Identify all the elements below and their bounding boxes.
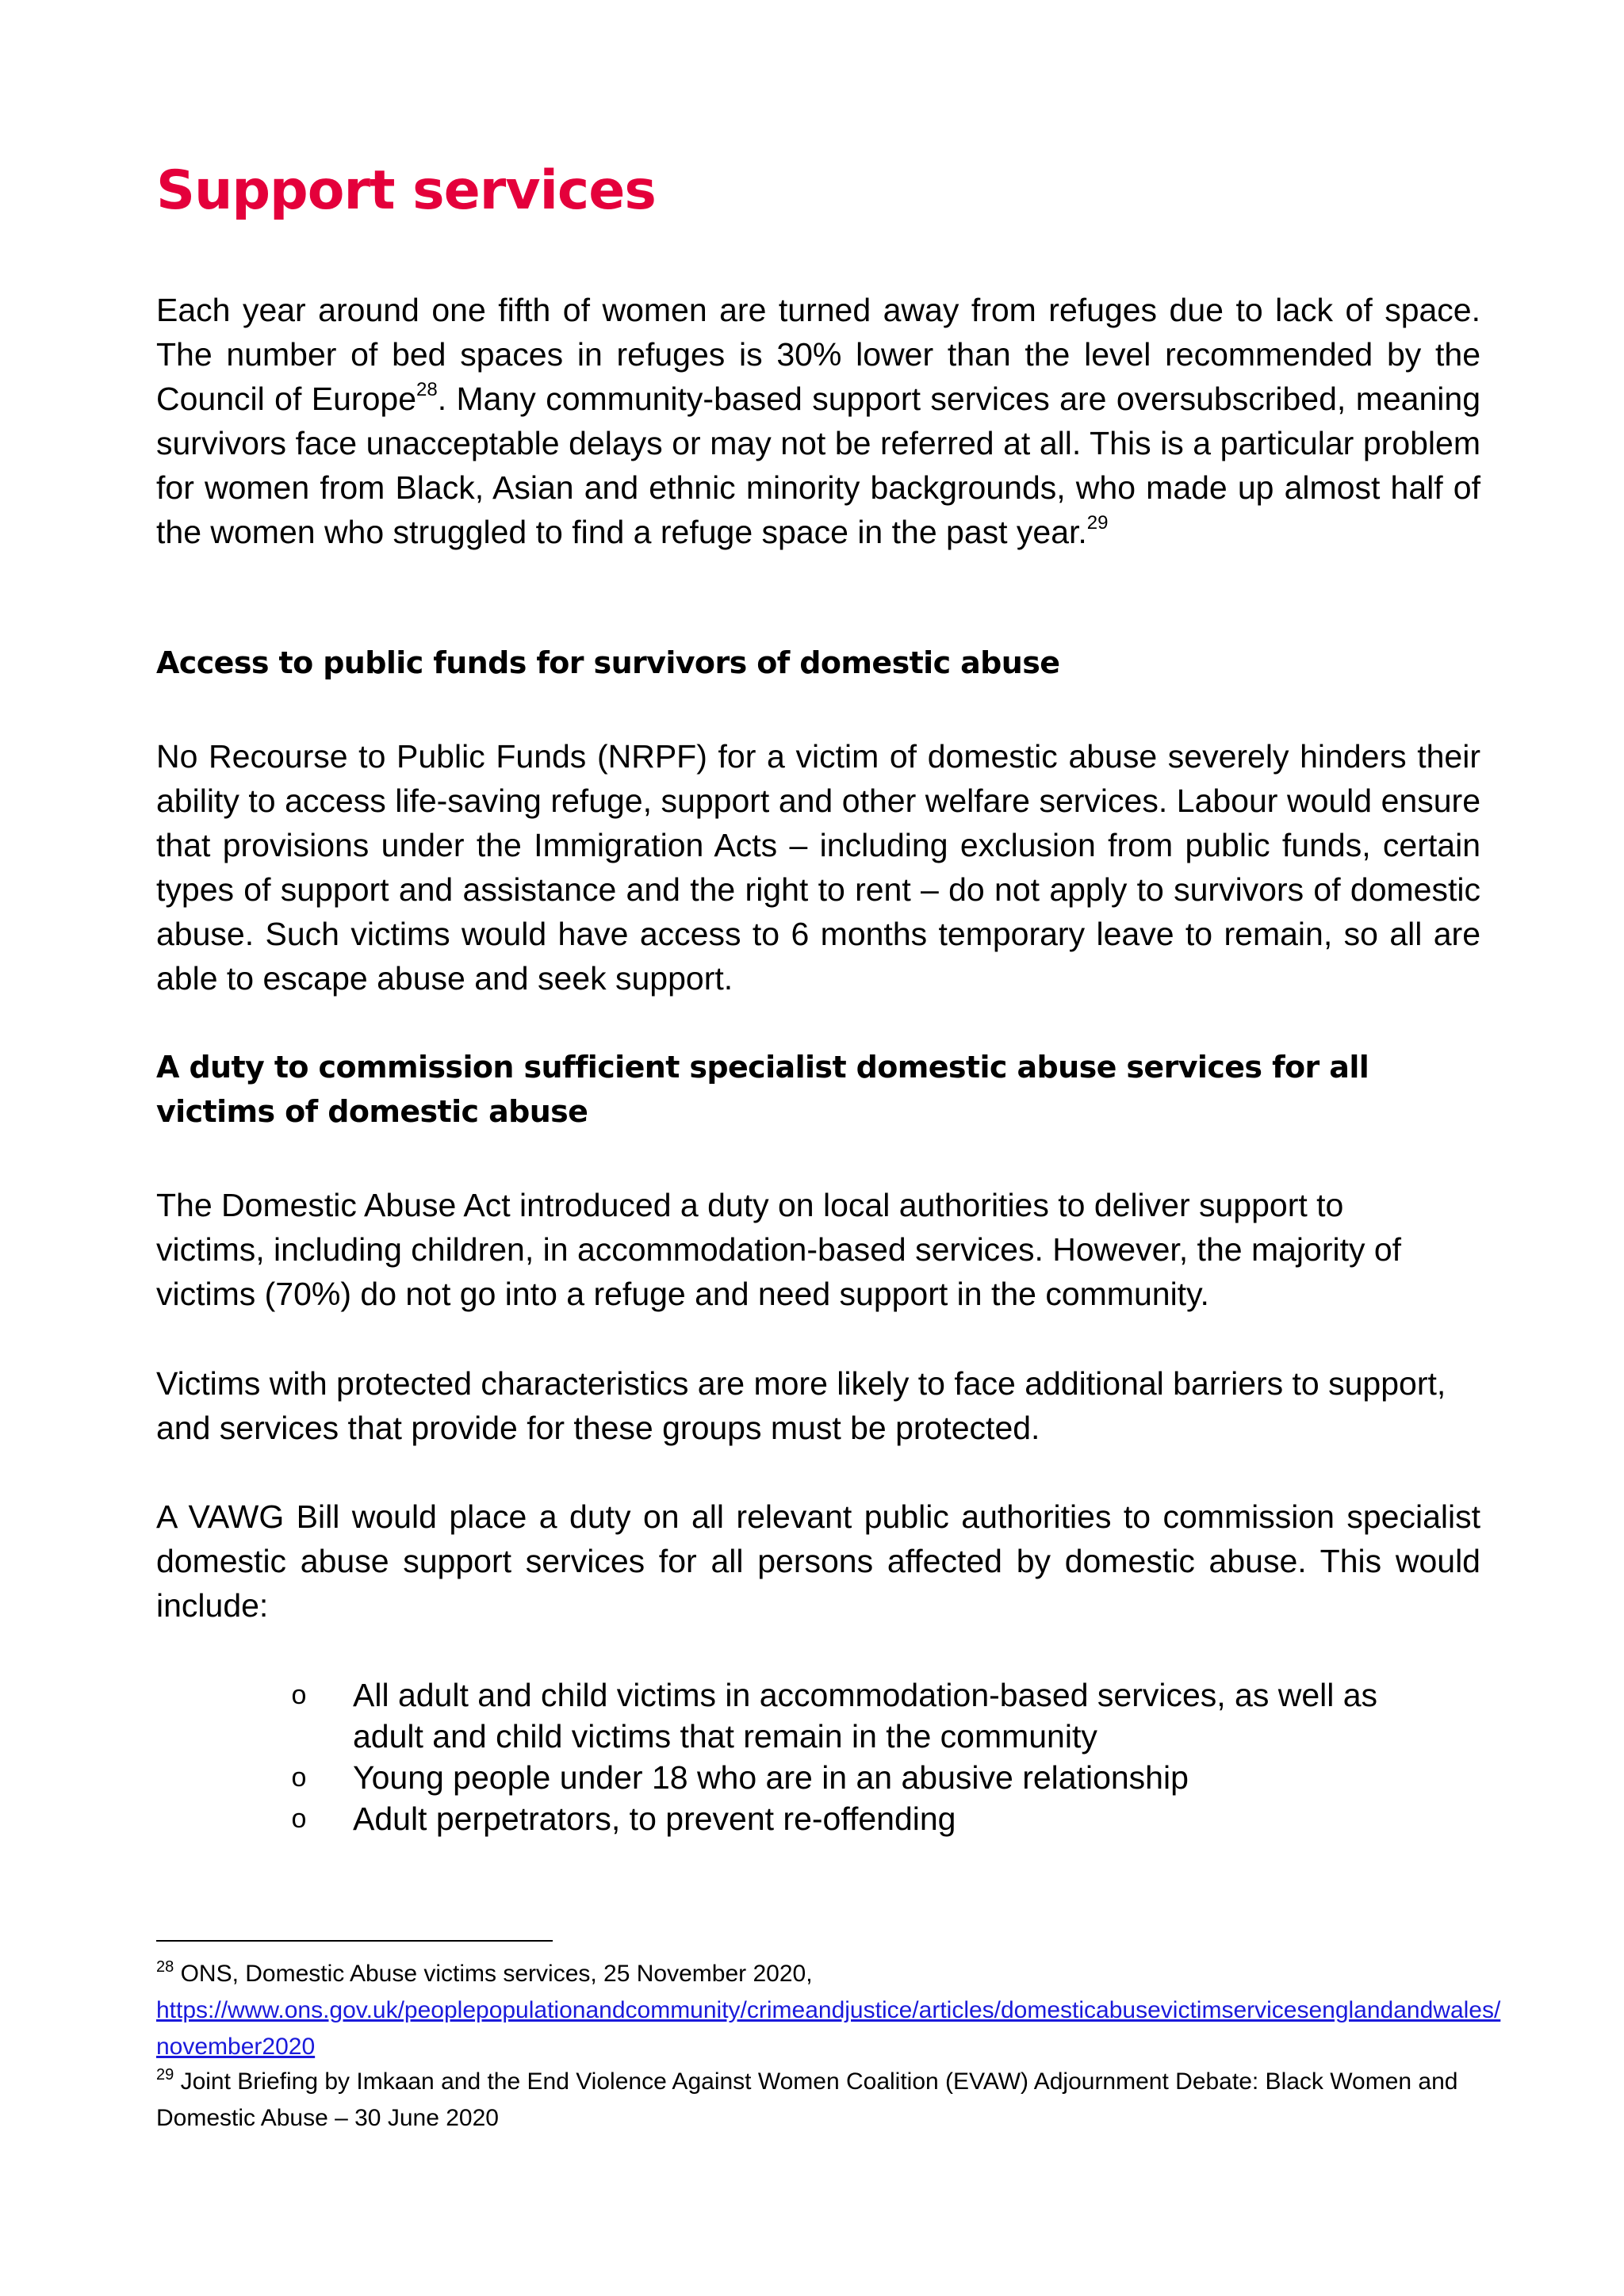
list-item: [283, 1798, 1393, 1839]
footnote-28: [156, 1956, 1504, 2065]
heading-public-funds: Access to public funds for survivors of domestic abuse: [156, 645, 1060, 680]
list-item-text: All adult and child victims in accommodation-based services, as well as adult and child victims that remain in the community: [353, 1677, 1378, 1755]
bullet-icon: o: [291, 1680, 307, 1710]
bullet-icon: o: [291, 1762, 307, 1793]
duty-paragraph-1: The Domestic Abuse Act introduced a duty on local authorities to deliver support to victims, including children, in accommodation-based services. However, the majority of victims (70%) do not go into a refuge and need support in the community.: [156, 1187, 1402, 1312]
footnote-text: Joint Briefing by Imkaan and the End Violence Against Women Coalition (EVAW) Adjournment Debate: Black Women and Domestic Abuse – 30 June 2020: [156, 2068, 1458, 2131]
footnote-link[interactable]: https://www.ons.gov.uk/peoplepopulationandcommunity/crimeandjustice/articles/domesticabusevictimservicesenglandandwales/november2020: [156, 1997, 1501, 2060]
footnote-text: ONS, Domestic Abuse victims services, 25 November 2020,: [174, 1961, 813, 1987]
footnote-number: 29: [156, 2066, 174, 2084]
list-item-text: Adult perpetrators, to prevent re-offending: [353, 1800, 956, 1837]
footnote-divider: [156, 1940, 553, 1942]
heading-duty-to-commission: A duty to commission sufficient specialist domestic abuse services for all victims of domestic abuse: [156, 1050, 1369, 1129]
footnote-ref-29[interactable]: 29: [1086, 512, 1109, 534]
list-item: [283, 1757, 1393, 1798]
duty-paragraph-2: Victims with protected characteristics are more likely to face additional barriers to support, and services that provide for these groups must be protected.: [156, 1365, 1446, 1446]
intro-text-a: Each year around one fifth of women are turned away from refuges due to lack of space. The number of bed spaces in refuges is 30% lower than the level recommended by the Council of Europe: [156, 292, 1480, 417]
footnote-ref-28[interactable]: 28: [416, 379, 438, 400]
list-item-text: Young people under 18 who are in an abusive relationship: [353, 1759, 1189, 1796]
list-item: [283, 1674, 1393, 1757]
service-list: [283, 1674, 1393, 1839]
intro-text-b: . Many community-based support services are oversubscribed, meaning survivors face unacceptable delays or may not be referred at all. This is a particular problem for women from Black, Asian and ethnic minority backgrounds, who made up almost half of the women who struggled to find a refuge space in the past year.: [156, 381, 1480, 550]
bullet-icon: o: [291, 1804, 307, 1834]
footnote-29: [156, 2064, 1504, 2137]
intro-paragraph: [156, 288, 1480, 554]
page-title: Support services: [156, 159, 656, 222]
duty-paragraph-3: A VAWG Bill would place a duty on all relevant public authorities to commission specialist domestic abuse support services for all persons affected by domestic abuse. This would include:: [156, 1498, 1480, 1624]
footnote-number: 28: [156, 1958, 174, 1976]
public-funds-paragraph: No Recourse to Public Funds (NRPF) for a victim of domestic abuse severely hinders their ability to access life-saving refuge, support and other welfare services. Labour would ensure that provisions under the Immigration Acts – including exclusion from public funds, certain types of support and assistance and the right to rent – do not apply to survivors of domestic abuse. Such victims would have access to 6 months temporary leave to remain, so all are able to escape abuse and seek support.: [156, 738, 1480, 997]
